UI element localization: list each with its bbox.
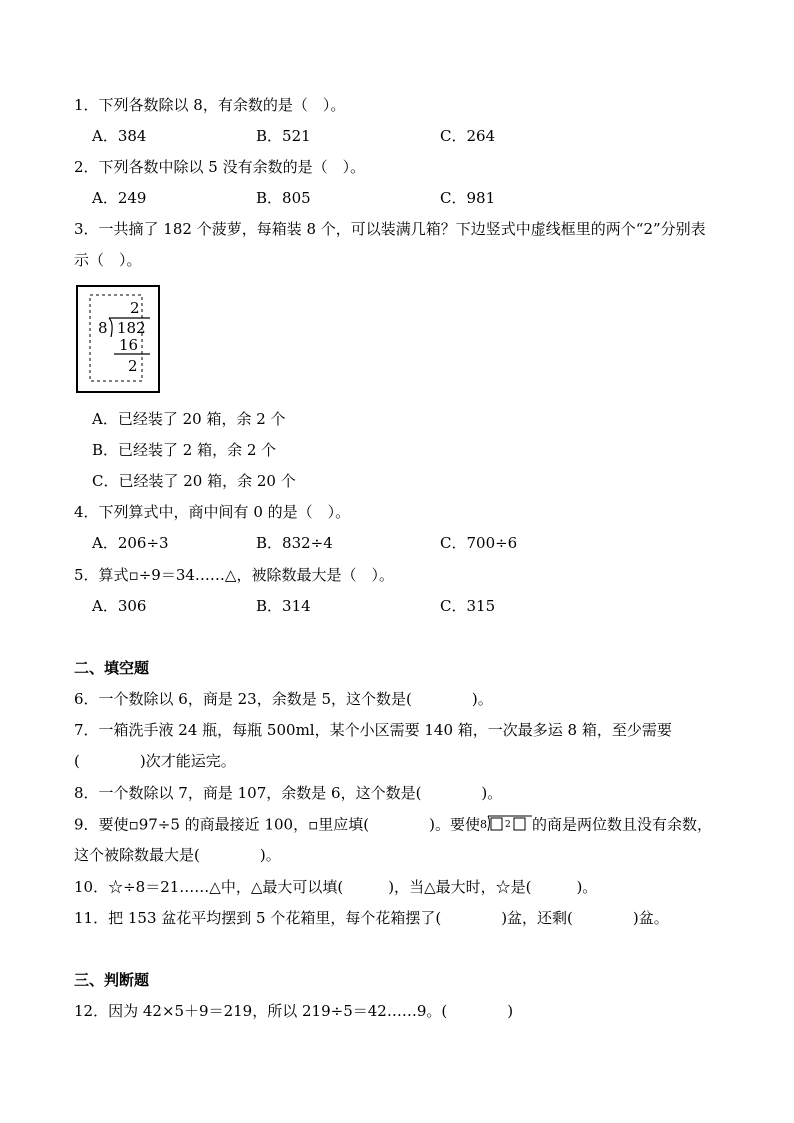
quotient-digit: 2 <box>130 299 140 317</box>
question-9-line1 <box>74 814 712 837</box>
q9-text-part2: 的商是两位数且没有余数， <box>531 815 712 834</box>
q9-divisor: 8 <box>479 818 487 831</box>
q2-option-c[interactable]: C．981 <box>440 189 496 207</box>
long-division-figure <box>76 285 160 393</box>
question-4: 4．下列算式中，商中间有 0 的是（ ）。 <box>74 503 351 521</box>
question-3-line1: 3．一共摘了 182 个菠萝，每箱装 8 个，可以装满几箱？下边竖式中虚线框里的两个“2”分别表 <box>74 220 706 238</box>
dividend: 182 <box>117 319 146 337</box>
question-9-line2: 这个被除数最大是( )。 <box>74 846 281 864</box>
q9-middle-digit: 2 <box>504 820 511 830</box>
q9-blank-box-2 <box>514 818 525 830</box>
q9-division-figure <box>480 814 532 837</box>
q2-option-b[interactable]: B．805 <box>256 189 311 207</box>
q3-option-c[interactable]: C．已经装了 20 箱，余 20 个 <box>92 472 296 490</box>
q4-option-c[interactable]: C．700÷6 <box>440 534 518 552</box>
question-10: 10．☆÷8＝21……△中，△最大可以填( )，当△最大时，☆是( )。 <box>74 878 598 896</box>
question-1: 1．下列各数除以 8，有余数的是（ ）。 <box>74 96 346 114</box>
q9-blank-box-1 <box>491 818 502 830</box>
q1-option-c[interactable]: C．264 <box>440 127 496 145</box>
q5-option-a[interactable]: A．306 <box>92 597 147 615</box>
section-heading-fill-in: 二、填空题 <box>74 659 150 677</box>
remainder: 2 <box>128 357 138 375</box>
divisor: 8 <box>98 319 108 337</box>
q3-option-a[interactable]: A．已经装了 20 箱，余 2 个 <box>92 410 286 428</box>
long-division-drawing <box>78 287 158 391</box>
question-2: 2．下列各数中除以 5 没有余数的是（ ）。 <box>74 158 366 176</box>
question-7-line1: 7．一箱洗手液 24 瓶，每瓶 500ml，某个小区需要 140 箱，一次最多运 8 箱，至少需要 <box>74 721 672 739</box>
q4-option-b[interactable]: B．832÷4 <box>256 534 333 552</box>
q5-option-b[interactable]: B．314 <box>256 597 311 615</box>
q4-option-a[interactable]: A．206÷3 <box>92 534 169 552</box>
q1-option-a[interactable]: A．384 <box>92 127 147 145</box>
q1-option-b[interactable]: B．521 <box>256 127 311 145</box>
division-bracket <box>109 318 112 337</box>
q3-option-b[interactable]: B．已经装了 2 箱，余 2 个 <box>92 441 277 459</box>
product: 16 <box>119 336 139 354</box>
question-7-line2: ( )次才能运完。 <box>74 752 236 770</box>
q2-option-a[interactable]: A．249 <box>92 189 147 207</box>
question-8: 8．一个数除以 7，商是 107，余数是 6，这个数是( )。 <box>74 784 503 802</box>
question-6: 6．一个数除以 6，商是 23，余数是 5，这个数是( )。 <box>74 690 493 708</box>
q9-text-part1: 9．要使▫97÷5 的商最接近 100，▫里应填( )。要使 <box>74 815 480 834</box>
question-11: 11．把 153 盆花平均摆到 5 个花箱里，每个花箱摆了( )盆，还剩( )盆。 <box>74 909 669 927</box>
q5-option-c[interactable]: C．315 <box>440 597 496 615</box>
question-5: 5．算式▫÷9＝34……△，被除数最大是（ ）。 <box>74 566 394 584</box>
section-heading-true-false: 三、判断题 <box>74 971 150 989</box>
q9-division-drawing <box>480 814 532 832</box>
question-12: 12．因为 42×5＋9＝219，所以 219÷5＝42……9。( ) <box>74 1002 514 1020</box>
question-3-line2: 示（ ）。 <box>74 251 142 269</box>
